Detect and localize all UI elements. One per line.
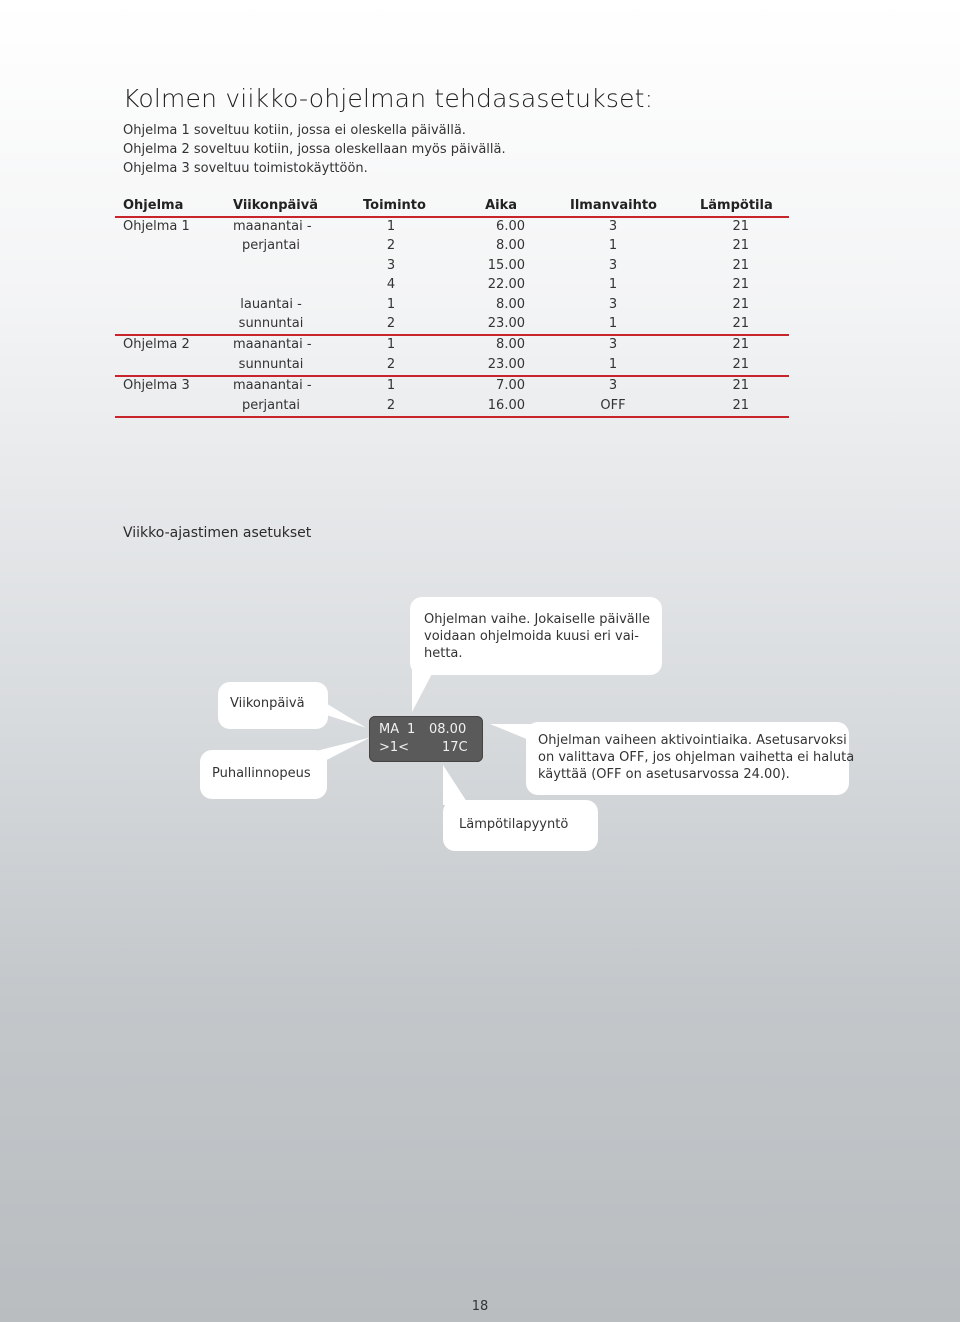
cell-program: Ohjelma 2 (123, 337, 190, 353)
cell-ventilation: 1 (608, 277, 618, 293)
cell-action: 2 (386, 238, 396, 254)
cell-time: 8.00 (496, 238, 525, 254)
cell-temperature: 21 (732, 337, 749, 353)
phase-callout-line: Ohjelman vaihe. Jokaiselle päivälle (424, 612, 650, 627)
cell-temperature: 21 (732, 238, 749, 254)
cell-ventilation: 3 (608, 296, 618, 312)
intro-line: Ohjelma 2 soveltuu kotiin, jossa oleskellaan myös päivällä. (123, 142, 506, 157)
fan-speed-callout (200, 750, 327, 799)
cell-ventilation: OFF (600, 397, 626, 413)
intro-text (123, 121, 506, 178)
cell-weekday: maanantai - (233, 337, 312, 353)
header-time: Aika (485, 198, 517, 213)
cell-time: 8.00 (496, 296, 525, 312)
section-title: Viikko-ajastimen asetukset (123, 525, 312, 541)
thermostat-display (369, 716, 483, 762)
fan-speed-callout-label: Puhallinnopeus (212, 766, 311, 781)
temperature-request-label: Lämpötilapyyntö (459, 817, 569, 832)
cell-temperature: 21 (732, 296, 749, 312)
factory-settings-table (115, 196, 789, 418)
cell-time: 23.00 (487, 315, 525, 331)
header-action: Toiminto (363, 198, 426, 213)
header-program: Ohjelma (123, 198, 184, 213)
cell-ventilation: 3 (608, 219, 618, 234)
cell-ventilation: 3 (608, 257, 618, 273)
cell-time: 6.00 (496, 219, 525, 234)
display-day: MA (379, 722, 400, 737)
intro-line: Ohjelma 1 soveltuu kotiin, jossa ei oleskella päivällä. (123, 123, 466, 138)
cell-ventilation: 3 (608, 337, 618, 353)
cell-time: 8.00 (496, 337, 525, 353)
cell-temperature: 21 (732, 378, 749, 394)
table-body (115, 218, 789, 418)
cell-temperature: 21 (732, 315, 749, 331)
activation-time-callout (526, 722, 855, 795)
table-row (115, 336, 789, 355)
table-row (115, 315, 789, 336)
table-row (115, 276, 789, 295)
table-row (115, 296, 789, 315)
cell-ventilation: 1 (608, 315, 618, 331)
header-ventilation: Ilmanvaihto (570, 198, 657, 213)
cell-temperature: 21 (732, 257, 749, 273)
cell-time: 22.00 (487, 277, 525, 293)
cell-ventilation: 1 (608, 238, 618, 254)
intro-line: Ohjelma 3 soveltuu toimistokäyttöön. (123, 161, 368, 176)
phase-callout-line: hetta. (424, 646, 463, 661)
cell-weekday: perjantai (241, 397, 301, 413)
cell-action: 2 (386, 356, 396, 372)
table-row (115, 356, 789, 377)
cell-weekday: maanantai - (233, 378, 312, 394)
temp-callout-tail (443, 765, 469, 805)
header-weekday: Viikonpäivä (233, 198, 319, 213)
table-row (115, 377, 789, 396)
cell-weekday: lauantai - (240, 296, 302, 312)
activation-callout-line: on valittava OFF, jos ohjelman vaihetta ei haluta (538, 750, 855, 765)
activation-callout-line: Ohjelman vaiheen aktivointiaika. Asetusarvoksi (538, 733, 847, 748)
display-time: 08.00 (429, 722, 467, 737)
temperature-request-callout (443, 800, 598, 851)
cell-weekday: sunnuntai (238, 315, 304, 331)
table-row (115, 237, 789, 256)
cell-action: 1 (386, 219, 396, 234)
cell-time: 16.00 (487, 397, 525, 413)
page-title: Kolmen viikko-ohjelman tehdasasetukset: (123, 84, 654, 113)
cell-weekday: sunnuntai (238, 356, 304, 372)
page-number: 18 (471, 1299, 489, 1314)
cell-weekday: perjantai (241, 238, 301, 254)
display-fan: >1< (379, 740, 410, 755)
cell-action: 1 (386, 378, 396, 394)
cell-weekday: maanantai - (233, 219, 312, 234)
cell-temperature: 21 (732, 277, 749, 293)
cell-time: 23.00 (487, 356, 525, 372)
cell-temperature: 21 (732, 219, 749, 234)
cell-program: Ohjelma 3 (123, 378, 190, 394)
phase-callout-line: voidaan ohjelmoida kuusi eri vai- (424, 629, 639, 644)
display-phase: 1 (407, 722, 416, 737)
cell-ventilation: 3 (608, 378, 618, 394)
cell-ventilation: 1 (608, 356, 618, 372)
header-temperature: Lämpötila (700, 198, 773, 213)
cell-action: 4 (386, 277, 396, 293)
phase-callout-tail (412, 670, 434, 712)
cell-time: 15.00 (487, 257, 525, 273)
table-row (115, 257, 789, 276)
table-row (115, 397, 789, 418)
cell-action: 1 (386, 296, 396, 312)
table-header (115, 196, 789, 218)
cell-time: 7.00 (496, 378, 525, 394)
weekday-callout (218, 682, 328, 729)
weekday-callout-label: Viikonpäivä (230, 696, 305, 711)
cell-action: 3 (386, 257, 396, 273)
table-row (115, 218, 789, 237)
activation-callout-line: käyttää (OFF on asetusarvossa 24.00). (538, 767, 790, 782)
cell-action: 2 (386, 315, 396, 331)
cell-temperature: 21 (732, 397, 749, 413)
cell-temperature: 21 (732, 356, 749, 372)
cell-program: Ohjelma 1 (123, 219, 190, 234)
phase-callout (410, 597, 662, 675)
cell-action: 1 (386, 337, 396, 353)
display-temp: 17C (442, 740, 468, 755)
cell-action: 2 (386, 397, 396, 413)
